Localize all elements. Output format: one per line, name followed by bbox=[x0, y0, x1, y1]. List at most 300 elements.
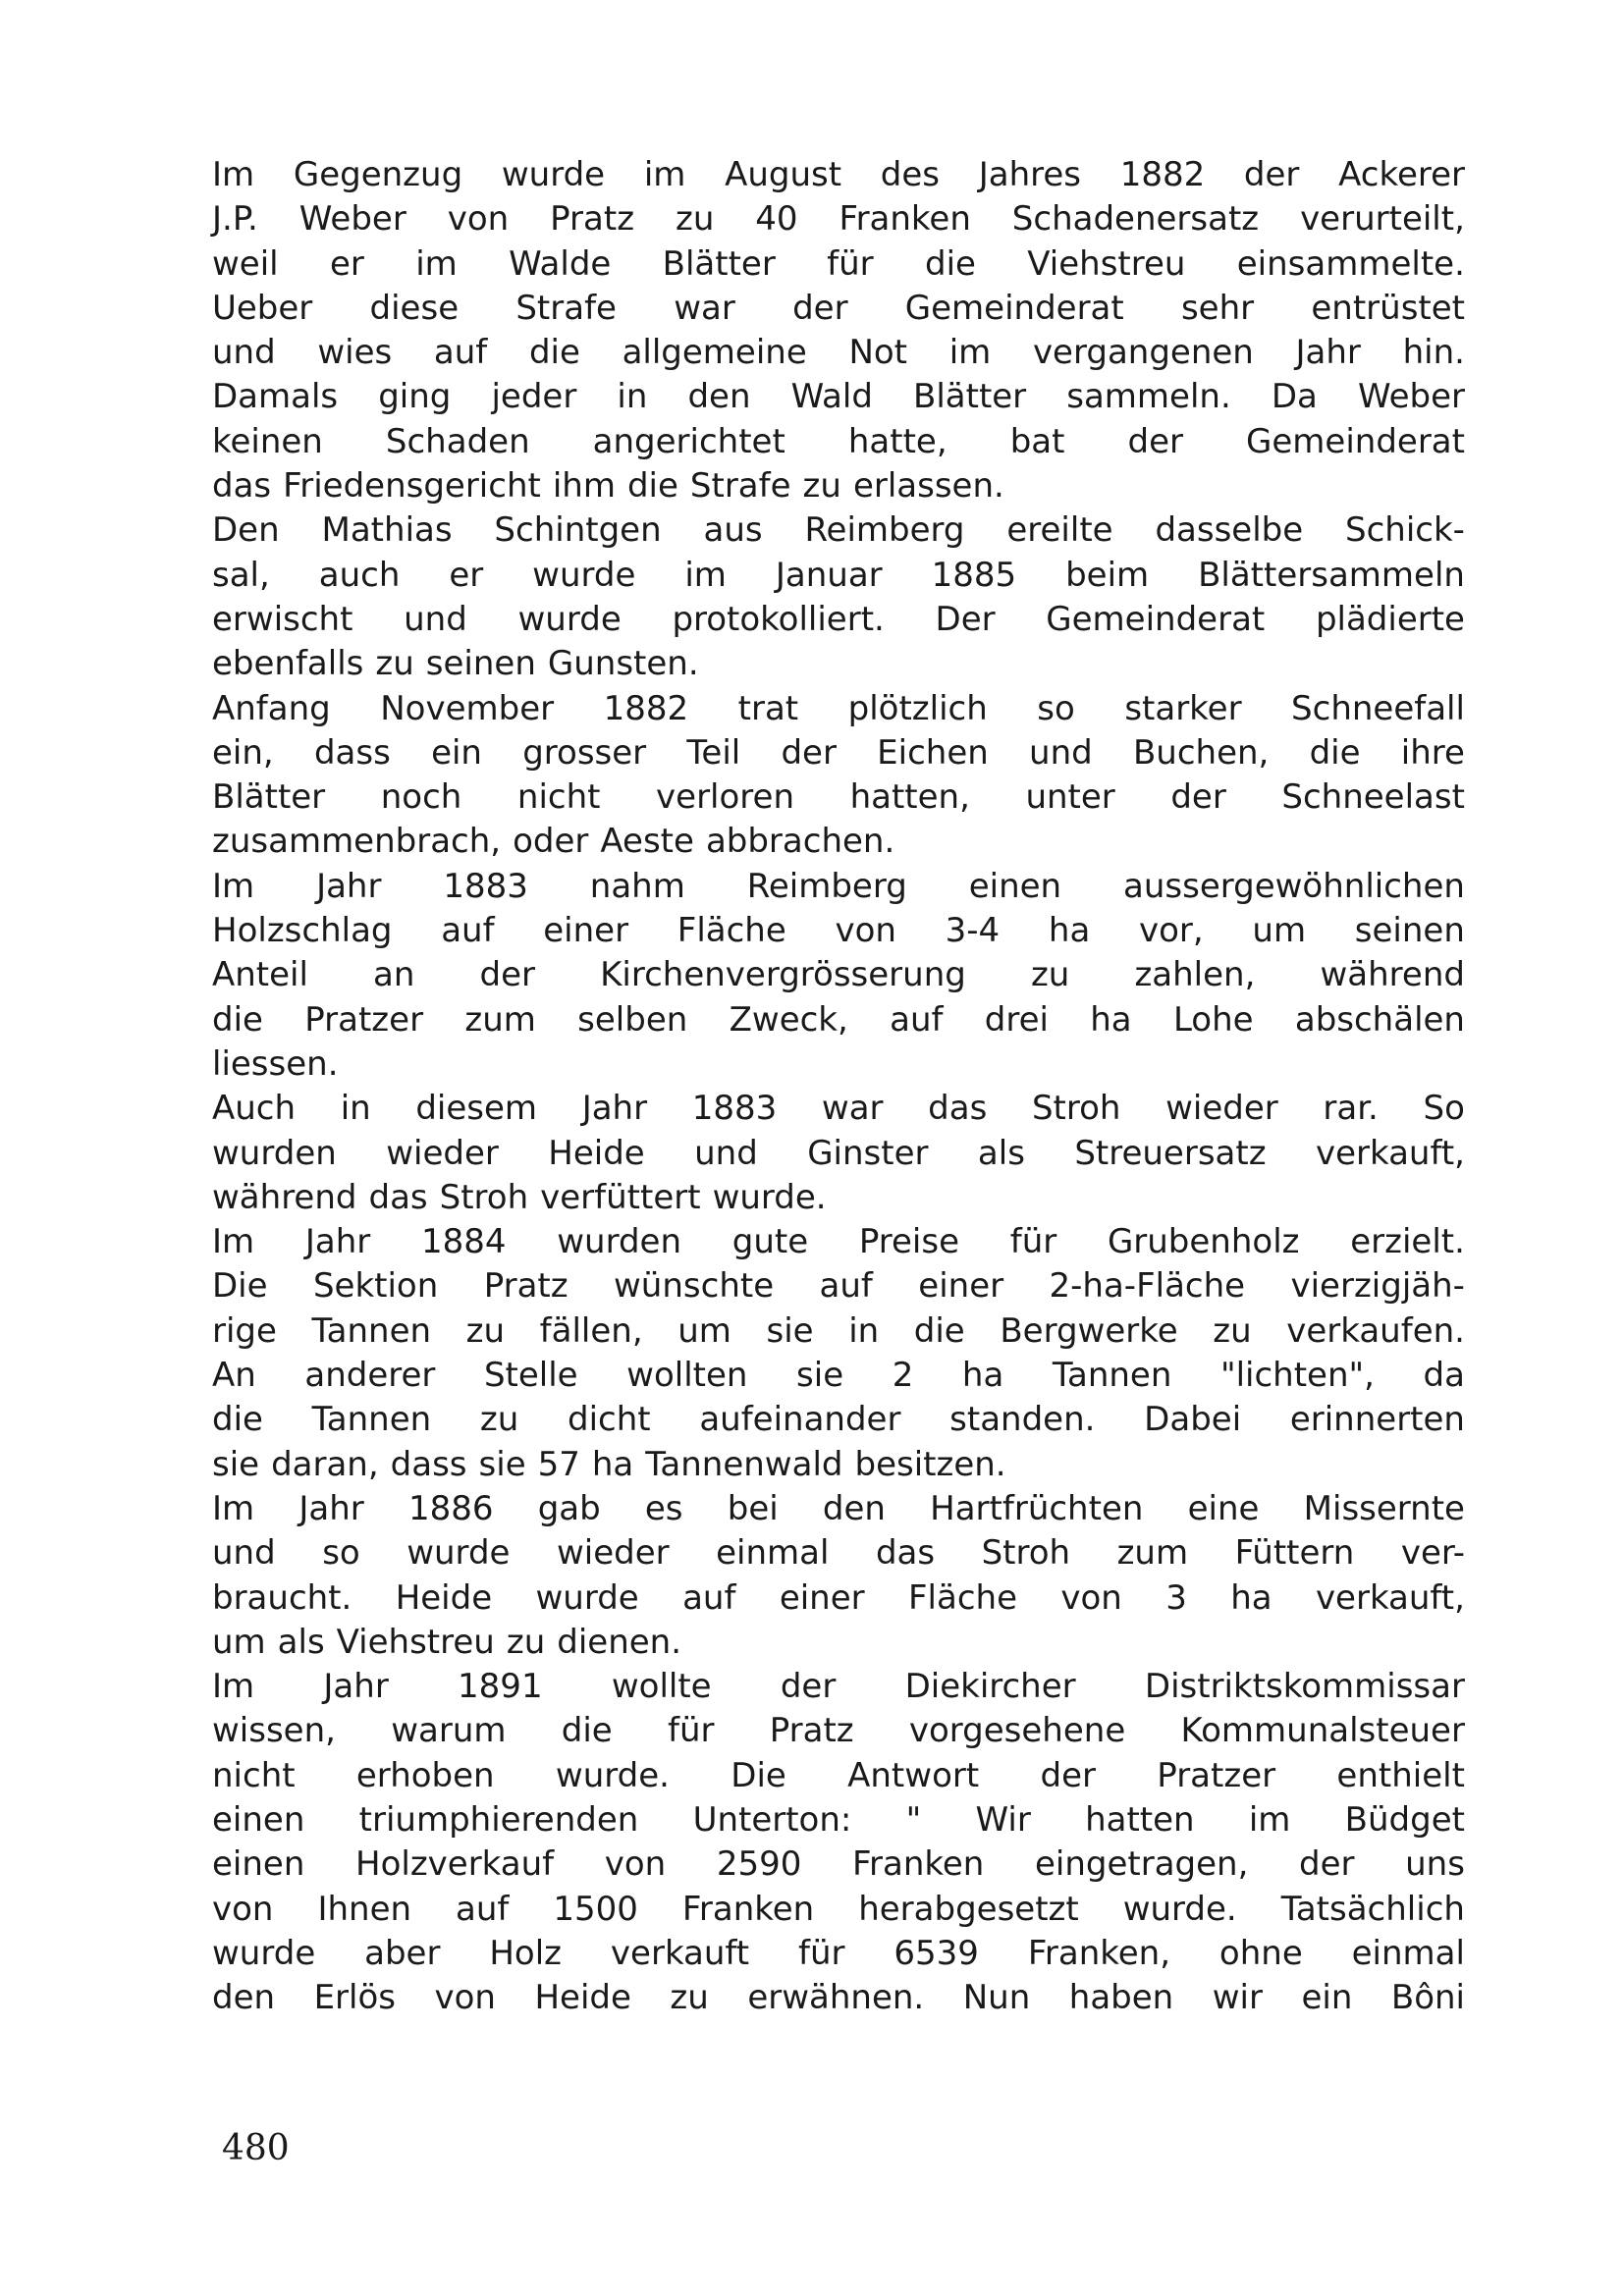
word: in bbox=[617, 377, 648, 417]
word: und bbox=[212, 1533, 276, 1574]
word: des bbox=[880, 155, 940, 194]
text-line bbox=[212, 1087, 1465, 1131]
text-line bbox=[212, 909, 1465, 953]
text-line bbox=[212, 1798, 1465, 1842]
word: um bbox=[1252, 911, 1307, 951]
word: 1882 bbox=[1119, 155, 1206, 194]
word: erhoben bbox=[355, 1755, 495, 1795]
word: wurde. bbox=[1122, 1889, 1237, 1929]
text-line bbox=[212, 1665, 1465, 1709]
word: Büdget bbox=[1344, 1799, 1465, 1840]
word: zu bbox=[465, 1310, 506, 1351]
word: Strafe bbox=[515, 288, 617, 328]
word: November bbox=[380, 688, 555, 728]
word: Preise bbox=[858, 1222, 959, 1262]
word: der bbox=[1040, 1755, 1096, 1795]
word: ein, bbox=[212, 732, 274, 773]
word: Auch bbox=[212, 1089, 297, 1129]
word: Erlös bbox=[313, 1978, 396, 2018]
word: auf bbox=[456, 1889, 510, 1929]
word: Stroh bbox=[439, 1177, 529, 1217]
word: Reimberg bbox=[804, 510, 965, 551]
word: hatte, bbox=[847, 421, 947, 461]
word: den bbox=[687, 377, 751, 417]
word: im bbox=[415, 243, 458, 284]
text-line bbox=[212, 1220, 1465, 1264]
word: Ueber bbox=[212, 288, 313, 328]
word: der bbox=[792, 288, 848, 328]
text-line bbox=[212, 598, 1465, 642]
word: 6539 bbox=[893, 1933, 979, 1973]
word: besitzen. bbox=[854, 1444, 1006, 1484]
word: Fläche bbox=[677, 911, 786, 951]
word: wissen, bbox=[212, 1711, 336, 1751]
word: keinen bbox=[212, 421, 323, 461]
word: sammeln. bbox=[1066, 377, 1231, 417]
word: Schneelast bbox=[1281, 777, 1465, 818]
word: wieder bbox=[386, 1133, 499, 1173]
word: angerichtet bbox=[592, 421, 785, 461]
word: protokolliert. bbox=[672, 599, 885, 639]
word: auf bbox=[433, 333, 488, 373]
text-line bbox=[212, 1842, 1465, 1887]
word: Pratz bbox=[483, 1266, 568, 1307]
word: Distriktskommissar bbox=[1144, 1667, 1465, 1707]
word: aufeinander bbox=[699, 1400, 901, 1440]
word: Missernte bbox=[1303, 1488, 1465, 1528]
word: Fläche bbox=[907, 1577, 1017, 1618]
word: Im bbox=[212, 1222, 255, 1262]
word: Hartfrüchten bbox=[930, 1488, 1144, 1528]
word: unter bbox=[1025, 777, 1115, 818]
text-line bbox=[212, 998, 1465, 1042]
word: Blätter bbox=[212, 777, 326, 818]
word: ereilte bbox=[1006, 510, 1113, 551]
word: Füttern bbox=[1234, 1533, 1355, 1574]
word: An bbox=[212, 1356, 256, 1396]
word: abbrachen. bbox=[705, 822, 895, 862]
word: Jahr bbox=[323, 1667, 389, 1707]
word: Diekircher bbox=[904, 1667, 1076, 1707]
word: zu bbox=[1213, 1310, 1252, 1351]
word: auf bbox=[441, 911, 495, 951]
word: um bbox=[677, 1310, 731, 1351]
text-line bbox=[212, 420, 1465, 464]
word: von bbox=[447, 199, 510, 240]
word: Reimberg bbox=[746, 866, 907, 906]
word: Die bbox=[212, 1266, 268, 1307]
word: fällen, bbox=[539, 1310, 643, 1351]
text-line bbox=[212, 1398, 1465, 1442]
word: um bbox=[212, 1622, 266, 1662]
word: ein bbox=[431, 732, 482, 773]
word: diesem bbox=[415, 1089, 538, 1129]
word: Franken bbox=[851, 1844, 985, 1885]
text-line bbox=[212, 287, 1465, 331]
word: im bbox=[948, 333, 992, 373]
word: 40 bbox=[755, 199, 798, 240]
word: nicht bbox=[516, 777, 601, 818]
word: sehr bbox=[1180, 288, 1255, 328]
word: Der bbox=[935, 599, 996, 639]
word: Streuersatz bbox=[1074, 1133, 1267, 1173]
word: Gemeinderat bbox=[1046, 599, 1266, 639]
word: Im bbox=[212, 866, 255, 906]
word: Pratzer bbox=[304, 999, 424, 1040]
word: wurde bbox=[406, 1533, 511, 1574]
text-line bbox=[212, 687, 1465, 731]
word: der bbox=[781, 732, 837, 773]
word: die bbox=[913, 1310, 965, 1351]
word: wurde bbox=[212, 1933, 316, 1973]
word: Gemeinderat bbox=[904, 288, 1124, 328]
word: wieder bbox=[556, 1533, 670, 1574]
word: wünschte bbox=[614, 1266, 775, 1307]
word: der bbox=[1243, 155, 1300, 194]
word: einen bbox=[968, 866, 1062, 906]
word: 1883 bbox=[443, 866, 528, 906]
word: Heide bbox=[395, 1577, 493, 1618]
word: Holzverkauf bbox=[355, 1844, 555, 1885]
word: Tannen bbox=[1052, 1356, 1172, 1396]
word: wurde bbox=[532, 555, 636, 595]
word: Franken bbox=[839, 199, 971, 240]
text-line bbox=[212, 1976, 1465, 2020]
word: an bbox=[373, 955, 415, 995]
word: ha bbox=[1090, 999, 1132, 1040]
word: eine bbox=[1187, 1488, 1260, 1528]
word: Wir bbox=[975, 1799, 1031, 1840]
word: Mathias bbox=[321, 510, 453, 551]
word: Friedensgericht bbox=[283, 466, 541, 507]
word: für bbox=[827, 243, 874, 284]
word: drei bbox=[984, 999, 1049, 1040]
word: während bbox=[212, 1177, 357, 1217]
word: hatten, bbox=[849, 777, 970, 818]
word: Viehstreu bbox=[1027, 243, 1186, 284]
word: zu bbox=[675, 199, 715, 240]
text-line bbox=[212, 1576, 1465, 1621]
word: oder bbox=[513, 822, 589, 862]
word: Schintgen bbox=[494, 510, 662, 551]
word: sal, bbox=[212, 555, 270, 595]
word: von bbox=[1060, 1577, 1122, 1618]
word: vergangenen bbox=[1032, 333, 1254, 373]
word: Kommunalsteuer bbox=[1180, 1711, 1465, 1751]
word: hatten bbox=[1085, 1799, 1195, 1840]
word: So bbox=[1423, 1089, 1465, 1129]
word: Anfang bbox=[212, 688, 331, 728]
word: 3-4 bbox=[945, 911, 1001, 951]
word: Tannen bbox=[311, 1400, 432, 1440]
word: eingetragen, bbox=[1034, 1844, 1249, 1885]
word: plötzlich bbox=[847, 688, 988, 728]
word: Den bbox=[212, 510, 280, 551]
word: von bbox=[434, 1978, 496, 2018]
word: Buchen, bbox=[1132, 732, 1270, 773]
word: Im bbox=[212, 1667, 255, 1707]
word: wies bbox=[317, 333, 393, 373]
word: als bbox=[977, 1133, 1025, 1173]
word: sie bbox=[796, 1356, 844, 1396]
word: 1886 bbox=[407, 1488, 494, 1528]
word: zu bbox=[1030, 955, 1070, 995]
word: auf bbox=[890, 999, 944, 1040]
word: das bbox=[212, 466, 272, 507]
word: Antwort bbox=[847, 1755, 980, 1795]
word: Holzschlag bbox=[212, 911, 393, 951]
word: die bbox=[924, 243, 976, 284]
word: Schneefall bbox=[1291, 688, 1465, 728]
word: haben bbox=[1068, 1978, 1174, 2018]
word: Grubenholz bbox=[1107, 1222, 1300, 1262]
word: abschälen bbox=[1294, 999, 1465, 1040]
word: Kirchenvergrösserung bbox=[600, 955, 966, 995]
word: verkauft bbox=[610, 1933, 750, 1973]
text-line bbox=[212, 1932, 1465, 1976]
word: triumphierenden bbox=[358, 1799, 639, 1840]
word: Gemeinderat bbox=[1246, 421, 1465, 461]
word: im bbox=[684, 555, 727, 595]
word: ver- bbox=[1400, 1533, 1465, 1574]
word: von bbox=[604, 1844, 667, 1885]
word: verloren bbox=[656, 777, 794, 818]
word: herabgesetzt bbox=[858, 1889, 1079, 1929]
text-line bbox=[212, 1888, 1465, 1932]
text-line bbox=[212, 242, 1465, 287]
word: war bbox=[821, 1089, 884, 1129]
text-line bbox=[212, 1709, 1465, 1753]
word: Lohe bbox=[1172, 999, 1254, 1040]
word: nicht bbox=[212, 1755, 296, 1795]
word: Schaden bbox=[385, 421, 530, 461]
word: plädierte bbox=[1315, 599, 1465, 639]
word: Dabei bbox=[1144, 1400, 1242, 1440]
word: Nun bbox=[962, 1978, 1031, 2018]
word: entrüstet bbox=[1311, 288, 1465, 328]
word: braucht. bbox=[212, 1577, 352, 1618]
text-line bbox=[212, 642, 1465, 686]
word: ihre bbox=[1400, 732, 1465, 773]
word: hin. bbox=[1402, 333, 1465, 373]
text-line bbox=[212, 331, 1465, 375]
word: jeder bbox=[491, 377, 577, 417]
word: zum bbox=[464, 999, 536, 1040]
word: 3 bbox=[1165, 1577, 1187, 1618]
word: zu bbox=[479, 1400, 519, 1440]
word: Die bbox=[731, 1755, 786, 1795]
word: August bbox=[725, 155, 842, 194]
word: auch bbox=[318, 555, 401, 595]
word: wurden bbox=[557, 1222, 682, 1262]
word: auf bbox=[819, 1266, 873, 1307]
word: Wald bbox=[790, 377, 873, 417]
text-line bbox=[212, 1621, 1465, 1665]
word: für bbox=[798, 1933, 845, 1973]
word: einen bbox=[212, 1844, 305, 1885]
word: J.P. bbox=[212, 199, 258, 240]
word: 57 bbox=[537, 1444, 580, 1484]
word: Eichen bbox=[877, 732, 989, 773]
word: zu bbox=[506, 1622, 546, 1662]
word: weil bbox=[212, 243, 279, 284]
word: Not bbox=[848, 333, 908, 373]
word: standen. bbox=[949, 1400, 1096, 1440]
word: die bbox=[212, 999, 263, 1040]
word: Stroh bbox=[981, 1533, 1071, 1574]
word: ebenfalls bbox=[212, 644, 364, 684]
word: Blätter bbox=[913, 377, 1027, 417]
word: erzielt. bbox=[1350, 1222, 1465, 1262]
word: Blättersammeln bbox=[1198, 555, 1465, 595]
word: auf bbox=[682, 1577, 736, 1618]
word: wurde. bbox=[555, 1755, 670, 1795]
word: Strafe bbox=[689, 466, 791, 507]
text-line bbox=[212, 153, 1465, 197]
word: einmal bbox=[1351, 1933, 1465, 1973]
word: wir bbox=[1212, 1978, 1263, 2018]
word: aber bbox=[364, 1933, 441, 1973]
word: Im bbox=[212, 1488, 255, 1528]
word: ohne bbox=[1218, 1933, 1303, 1973]
word: sie bbox=[478, 1444, 526, 1484]
word: der bbox=[479, 955, 536, 995]
word: einer bbox=[779, 1577, 865, 1618]
word: von bbox=[212, 1889, 274, 1929]
word: Schadenersatz bbox=[1011, 199, 1260, 240]
word: Aeste bbox=[600, 822, 694, 862]
body-text bbox=[212, 153, 1465, 2020]
word: 2-ha-Fläche bbox=[1049, 1266, 1246, 1307]
word: ging bbox=[378, 377, 452, 417]
word: Ihnen bbox=[317, 1889, 412, 1929]
word: Ackerer bbox=[1338, 155, 1465, 194]
word: so bbox=[1037, 688, 1075, 728]
text-line bbox=[212, 865, 1465, 909]
word: ha bbox=[1230, 1577, 1272, 1618]
word: und bbox=[1029, 732, 1093, 773]
word: Da bbox=[1271, 377, 1318, 417]
text-line bbox=[212, 731, 1465, 775]
word: vorgesehene bbox=[908, 1711, 1126, 1751]
word: "lichten", bbox=[1219, 1356, 1375, 1396]
word: Weber bbox=[1357, 377, 1465, 417]
word: erwähnen. bbox=[747, 1978, 925, 2018]
word: selben bbox=[577, 999, 688, 1040]
word: das bbox=[928, 1089, 988, 1129]
word: das bbox=[875, 1533, 936, 1574]
text-line bbox=[212, 1176, 1465, 1220]
word: bat bbox=[1009, 421, 1065, 461]
word: zu bbox=[375, 644, 414, 684]
word: Tannenwald bbox=[645, 1444, 843, 1484]
word: da bbox=[1423, 1356, 1465, 1396]
text-line bbox=[212, 953, 1465, 997]
word: 1883 bbox=[691, 1089, 778, 1129]
word: in bbox=[340, 1089, 371, 1129]
word: ha bbox=[961, 1356, 1004, 1396]
word: wurde bbox=[535, 1577, 639, 1618]
word: ihm bbox=[552, 466, 616, 507]
text-line bbox=[212, 820, 1465, 864]
word: Tannen bbox=[311, 1310, 432, 1351]
word: den bbox=[212, 1978, 276, 2018]
word: einen bbox=[212, 1799, 305, 1840]
word: Pratzer bbox=[1157, 1755, 1276, 1795]
word: 1891 bbox=[458, 1667, 543, 1707]
word: anderer bbox=[304, 1356, 436, 1396]
word: dass bbox=[313, 732, 391, 773]
word: dass bbox=[390, 1444, 467, 1484]
word: noch bbox=[380, 777, 462, 818]
text-line bbox=[212, 464, 1465, 508]
word: Jahr bbox=[298, 1488, 364, 1528]
word: Gegenzug bbox=[293, 155, 463, 194]
word: uns bbox=[1405, 1844, 1465, 1885]
word: Weber bbox=[298, 199, 406, 240]
word: es bbox=[644, 1488, 683, 1528]
word: Jahr bbox=[304, 1222, 371, 1262]
word: Unterton: bbox=[692, 1799, 852, 1840]
word: erlassen. bbox=[852, 466, 1004, 507]
word: wurde bbox=[517, 599, 622, 639]
word: ha bbox=[1048, 911, 1091, 951]
word: Gunsten. bbox=[547, 644, 699, 684]
word: gute bbox=[731, 1222, 809, 1262]
word: die bbox=[1309, 732, 1361, 773]
word: das bbox=[368, 1177, 428, 1217]
word: " bbox=[905, 1799, 922, 1840]
word: trat bbox=[737, 688, 799, 728]
word: während bbox=[1320, 955, 1465, 995]
word: verkaufen. bbox=[1286, 1310, 1465, 1351]
word: Stroh bbox=[1031, 1089, 1121, 1129]
word: Ginster bbox=[807, 1133, 929, 1173]
word: wurde bbox=[501, 155, 606, 194]
word: Jahr bbox=[1295, 333, 1361, 373]
word: zum bbox=[1116, 1533, 1189, 1574]
word: erinnerten bbox=[1289, 1400, 1465, 1440]
text-line bbox=[212, 1487, 1465, 1531]
word: Damals bbox=[212, 377, 339, 417]
word: sie bbox=[212, 1444, 260, 1484]
word: 1885 bbox=[931, 555, 1017, 595]
word: von bbox=[835, 911, 896, 951]
word: wollten bbox=[626, 1356, 748, 1396]
word: in bbox=[848, 1310, 880, 1351]
word: seinen bbox=[1354, 911, 1465, 951]
word: für bbox=[1009, 1222, 1057, 1262]
word: dasselbe bbox=[1155, 510, 1304, 551]
word: Stelle bbox=[483, 1356, 578, 1396]
text-line bbox=[212, 197, 1465, 241]
word: erwischt bbox=[212, 599, 353, 639]
word: Sektion bbox=[312, 1266, 439, 1307]
word: verurteilt, bbox=[1300, 199, 1465, 240]
word: vierzigjäh- bbox=[1290, 1266, 1465, 1307]
word: der bbox=[1127, 421, 1183, 461]
text-line bbox=[212, 1309, 1465, 1354]
word: Teil bbox=[686, 732, 741, 773]
word: als bbox=[277, 1622, 325, 1662]
text-line bbox=[212, 1443, 1465, 1487]
text-line bbox=[212, 508, 1465, 553]
word: zahlen, bbox=[1134, 955, 1256, 995]
word: einmal bbox=[716, 1533, 830, 1574]
word: 1882 bbox=[603, 688, 689, 728]
word: aussergewöhnlichen bbox=[1123, 866, 1465, 906]
word: Pratz bbox=[550, 199, 635, 240]
